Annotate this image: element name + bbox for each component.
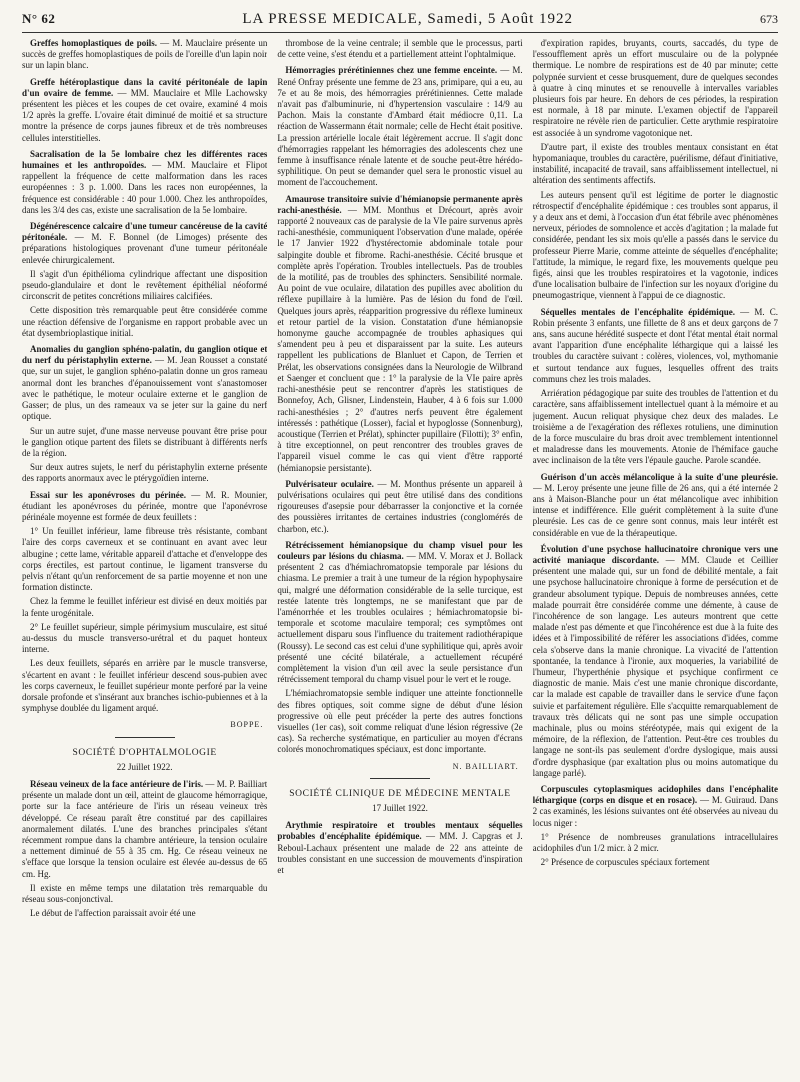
article-block <box>277 820 522 876</box>
page-header <box>22 6 778 33</box>
article-title: Anomalies du ganglion sphéno-palatin, du ganglion otique et du nerf du péristaphylin externe. <box>22 344 268 366</box>
article-paragraph <box>277 194 522 474</box>
article-body: thrombose de la veine centrale; il semble que le processus, parti de cette veine, s'est étendu et a partiellement atteint l'ophtalmique. <box>277 38 523 60</box>
article-paragraph: Chez la femme le feuillet inférieur est divisé en deux moitiés par la fente urogénitale. <box>22 596 268 618</box>
article-block <box>533 784 778 868</box>
article-body: d'expiration rapides, bruyants, courts, saccadés, du type de l'essoufflement après un effort musculaire ou de la polypnée thermique. Le nombre de respirations est de 40 par minute; cette polypnée survient et cesse brusquement, dure de quelques secondes à quatre à cinq minutes et se renouvelle à intervalles variables plusieurs fois par heure. En dehors de ces périodes, la respiration est normale, à 18 par minute. L'examen objectif de l'appareil respiratoire ne révèle rien de particulier. Cette arythmie respiratoire est associée à un syndrome vagotonique net. <box>532 38 778 138</box>
article-title: Dégénérescence calcaire d'une tumeur cancéreuse de la cavité péritonéale. <box>22 221 268 243</box>
article-body: — MM. J. Capgras et J. Reboul-Lachaux présentent une malade de 22 ans atteinte de troubles consistant en une succession de mouvements d'inspiration et <box>277 831 523 876</box>
article-body: — M. Jean Rousset a constaté que, sur un sujet, le ganglion sphéno-palatin donne un gros rameau anormal dont les branches d'épanouissement vont s'anastomoser avec le pathétique, le moteur oculaire externe et le ganglion de Gasser; de plus, un des rameaux va se jeter sur la gaine du nerf optique. <box>22 355 268 422</box>
article-title: Rétrécissement hémianopsique du champ visuel pour les couleurs par lésions du chiasma. <box>277 539 523 561</box>
article-block <box>22 490 267 715</box>
article-paragraph: Cette disposition très remarquable peut être considérée comme une réaction défensive de l'organisme en rapport probable avec un état dysembrioplastique initial. <box>22 305 268 338</box>
article-paragraph <box>22 344 267 422</box>
article-paragraph: Sur un autre sujet, d'une masse nerveuse pouvant être prise pour le ganglion otique partent des filets se distribuant à différents nerfs de la région. <box>22 425 268 458</box>
article-block <box>277 479 522 535</box>
article-paragraph <box>277 38 522 60</box>
section-rule <box>115 737 175 738</box>
article-block <box>533 38 778 302</box>
article-body: — MM. V. Morax et J. Bollack présentent 2 cas d'hémiachromatopsie temporale par lésions du chiasma. Le premier a trait à une tumeur de la région hypophysaire qui, malgré une déformation considérable de la selle turcique, est restée latente très longtemps, ne se manifestant que par de l'aménorrhée et les troubles oculaires ; hémiachromatopsie bi-temporale et scotome maculaire temporal; ces symptômes ont actuellement disparu sous l'influence du traitement radiothérapique (Roussy). Le second cas est celui d'une syphilitique qui, après avoir présenté une cécité bilatérale, a actuellement récupéré complètement la vision d'un œil avec la seule persistance d'un rétrécissement temporal du champ visuel pour le vert et le rouge. <box>277 550 523 685</box>
article-block <box>277 65 522 188</box>
article-paragraph <box>22 149 267 216</box>
article-paragraph: L'hémiachromatopsie semble indiquer une atteinte fonctionnelle des fibres optiques, soit comme signe de début d'une lésion progressive où elle peut précéder la perte des autres fonctions visuelles (1er cas), soit comme reliquat d'une lésion régressive (2e cas). Sa recherche systématique, en particulier au moyen d'écrans colorés monochromatiques spéciaux, est donc importante. <box>277 688 523 755</box>
columns <box>22 38 778 1064</box>
issue-number: N° 62 <box>22 11 56 26</box>
article-paragraph <box>277 820 522 876</box>
article-body: — M. R. Mounier, étudiant les aponévroses du périnée, montre que l'aponévrose périnéale moyenne est formée de deux feuillets : <box>22 489 268 522</box>
article-block <box>533 307 778 467</box>
section-title: SOCIÉTÉ D'OPHTALMOLOGIE <box>72 747 217 758</box>
article-body: — M. P. Bailliart présente un malade dont un œil, atteint de glaucome hémorragique, porte sur la face antérieure de l'iris un réseau veineux très développé. Ce réseau paraît être constitué par des capillaires anormalement dilatés. L'une des branches principales s'étant récemment rompue dans la chambre antérieure, la tension oculaire a nettement diminué de 55 à 35 cm. Hg. Ce réseau veineux ne s'efface que lorsque la tension oculaire est élevée au-dessus de 65 cm. Hg. <box>22 778 268 879</box>
column-3 <box>533 38 778 1064</box>
article-paragraph: Le début de l'affection paraissait avoir été une <box>30 908 196 919</box>
article-paragraph <box>22 490 267 524</box>
article-title: Séquelles mentales de l'encéphalite épidémique. <box>540 306 736 317</box>
article-title: Guérison d'un accès mélancolique à la suite d'une pleurésie. <box>540 471 778 482</box>
article-body: — M. Mauclaire présente un succès de greffes homoplastiques de poils de l'oreille d'un lapin noir sur un lapin blanc. <box>22 38 268 71</box>
article-title: Réseau veineux de la face antérieure de l'iris. <box>30 778 204 789</box>
article-paragraph <box>533 38 778 139</box>
article-title: Amaurose transitoire suivie d'hémianopsie permanente après rachi-anesthésie. <box>277 193 523 215</box>
section-rule <box>370 778 430 779</box>
article-paragraph: 1° Un feuillet inférieur, lame fibreuse très résistante, combant l'aire des corps caverneux et se continuant en avant avec leur albugine ; cette lame, véritable appareil d'attache et d'enveloppe des corps érectiles, est partout continue, le ligament transverse du pelvis n'étant qu'un renforcement de sa partie moyenne et non une formation distincte. <box>22 526 268 593</box>
article-block <box>22 77 267 144</box>
article-block <box>22 344 267 484</box>
article-title: Essai sur les aponévroses du périnée. <box>30 489 187 500</box>
article-block <box>277 194 522 474</box>
article-title: Évolution d'une psychose hallucinatoire chronique vers une activité maniaque discordante. <box>532 543 778 565</box>
article-title: Pulvérisateur oculaire. <box>285 478 374 489</box>
article-body: — MM. Monthus et Drécourt, après avoir rapporté 2 nouveaux cas de paralysie de la VIe paire survenus après rachi-anesthésie, communiquent l'observation d'une malade, opérée le 17 Janvier 1922 d'hystérectomie abdominale totale pour salpingite double et fibrome. Rachi-anesthésie. Cécité brusque et complète après l'opération. Troubles intellectuels. Pas de troubles de la motilité, pas de troubles des sphincters. Sensibilité normale. Au point de vue oculaire, dilatation des pupilles avec abolition du réflexe pupillaire à la lumière. Pas de lésion du fond de l'œil. Quelques jours après, réapparition progressive du réflexe lumineux et retour partiel de la vision. Constatation d'une hémianopsie homonyme gauche accompagnée de troubles aphasiques qui s'amendent peu à peu et disparaissent par la suite. Les auteurs rappellent les publications de Blanluet et Capon, de Terrien et Prélat, les observations consignées dans la Neurologie de Wilbrand et Saenger et concluent que : 1° la paralysie de la VIe paire après rachi-anesthésie peut se rencontrer d'après les statistiques de Bonnefoy, Ach, Glisner, Lindenstein, Hauber, 4 à 6 fois sur 1.000 rachi-anesthésies ; 2° d'autres nerfs peuvent être également intéressés : pathétique (Losser), facial et hypoglosse (Sonnenburg), acoustique (Terrien et Prélat), sphincter pupillaire (Filotti); 3° enfin, à titre exceptionnel, on peut rencontrer des troubles graves de l'appareil visuel comme le cas qui vient d'être rapporté (hémianopsie persistante). <box>277 204 523 473</box>
article-body: — M. Monthus présente un appareil à pulvérisations oculaires qui peut être utilisé dans des conditions rigoureuses d'asepsie pour débarrasser la conjonctive et la cornée des poussières irritantes de certaines industries (conglomérés de charbon, etc.). <box>277 478 523 534</box>
article-paragraph: D'autre part, il existe des troubles mentaux consistant en état hypomaniaque, troubles du caractère, puérilisme, défaut d'initiative, instabilité, incapacité de travail, sans affaiblissement intellectuel, ni altération des sentiments affectifs. <box>532 141 778 186</box>
article-paragraph <box>533 472 778 539</box>
article-title: Greffes homoplastiques de poils. <box>30 38 157 48</box>
article-paragraph: Il existe en même temps une dilatation très remarquable du réseau sous-conjonctival. <box>22 882 268 905</box>
article-body: — M. René Onfray présente une femme de 23 ans, primipare, qui a eu, au 7e et au 8e mois, des hémorragies prérétiniennes. Cette malade n'avait pas d'albuminurie, ni d'hypertension vasculaire : 14/9 au Pachon. Mais la constante d'Ambard était médiocre 0,11. La réaction de Wassermann était normale; celle de Hecht était positive. La pression artérielle locale était légèrement accrue. Il s'agit donc d'hémorragies rappelant les hémorragies des adolescents chez une femme à insuffisance rénale latente et de souche peut-être hérédo-syphilitique. On peut se demander quel sera le pronostic visuel au moment de l'accouchement. <box>277 65 523 188</box>
article-block <box>277 540 522 756</box>
article-block <box>533 472 778 539</box>
article-block <box>22 221 267 339</box>
article-title: Sacralisation de la 5e lombaire chez les différentes races humaines et les anthropoïdes. <box>22 148 268 171</box>
article-body: — MM. Mauclaire et Flipot rappellent la fréquence de cette malformation dans les races européennes : 3 p. 1.000. Dans les races non européennes, la fréquence est considérable : 40 pour 1.000. Chez les anthropoïdes, dans les 3/4 des cas, existe une sacralisation de la 5e lombaire. <box>22 160 268 215</box>
article-paragraph <box>22 38 267 72</box>
article-block <box>533 544 778 779</box>
page-number: 673 <box>760 11 778 26</box>
article-paragraph: Il s'agit d'un épithélioma cylindrique affectant une disposition pseudo-glandulaire et dont le revêtement épithélial néoformé circonscrit de petites concrétions miliaires calcifiées. <box>22 268 268 302</box>
article-paragraph: 2° Présence de corpuscules spéciaux fortement <box>540 857 710 868</box>
article-title: Corpuscules cytoplasmiques acidophiles dans l'encéphalite léthargique (corps en disque et en rosace). <box>532 784 778 806</box>
article-paragraph: 1° Présence de nombreuses granulations intracellulaires acidophiles d'un 1/2 micr. à 2 micr. <box>532 831 778 854</box>
article-paragraph: Les auteurs pensent qu'il est légitime de porter le diagnostic rétrospectif d'encéphalite épidémique : ces troubles sont apparus, il y a deux ans et demi, à l'occasion d'un état fébrile avec phénomènes nerveux, périodes de somnolence et accès d'agitation ; la malade fut considérée, pendant les six mois qu'elle a passés dans le service du professeur Pierre Marie, comme atteinte de séquelles d'encéphalite; l'attitude, la mimique, le regard fixe, les mouvements quelque peu figés, ainsi que les troubles respiratoires et la vagotonie, indices d'une localisation bulbaire de l'infection sur les noyaux d'origine du pneumogastrique, viennent à l'appui de ce diagnostic. <box>532 189 778 301</box>
signature: N. BAILLIART. <box>452 761 519 771</box>
article-paragraph: 2° Le feuillet supérieur, simple périmysium musculaire, est situé au-dessus du muscle transverso-urétral et du paquet honteux interne. <box>22 621 268 655</box>
article-body: — M. Leroy présente une jeune fille de 26 ans, qui a été internée 2 ans à Maison-Blanche pour un état mélancolique avec inhibition intense et indifférence. Elle guérit complètement à la suite d'une pleurésie. Les cas de ce genre sont connus, mais leur intérêt est considérable en vue de la thérapeutique. <box>532 482 778 538</box>
article-body: — M. C. Robin présente 3 enfants, une fillette de 8 ans et deux garçons de 7 ans, sans aucune hérédité suspecte et dont l'état mental était normal avant l'apparition d'une encéphalite léthargique qui a laissé les troubles du caractère suivant : colères, violences, vol, mythomanie et surtout tendance aux fugues, lesquelles offrent des traits communs chez les trois malades. <box>532 306 778 384</box>
article-title: Arythmie respiratoire et troubles mentaux séquelles probables d'encéphalite épidémique. <box>277 820 523 842</box>
article-paragraph <box>22 779 267 880</box>
column-1 <box>22 38 267 1064</box>
section-date: 17 Juillet 1922. <box>372 803 428 813</box>
column-2 <box>277 38 522 1064</box>
article-block <box>22 779 267 919</box>
article-paragraph <box>277 540 522 686</box>
article-paragraph: Sur deux autres sujets, le nerf du péristaphylin externe présente des rapports anormaux avec le ptérygoïdien interne. <box>22 462 268 484</box>
article-body: — MM. Mauclaire et Mlle Lachowsky présentent les pièces et les coupes de cet ovaire, examiné 4 mois 1/2 après la greffe. L'ovaire était diminué de moitié et sa structure montre la présence de corps jaunes fibreux et de très nombreuses cellules interstitielles. <box>22 87 268 143</box>
article-paragraph: Les deux feuillets, séparés en arrière par le muscle transverse, s'écartent en avant : le feuillet inférieur descend sous-pubien avec les corps caverneux, le feuillet supérieur monte perforé par la veine dorsale profonde et s'insérant aux branches ischio-pubiennes et à la symphyse doublée du ligament arqué. <box>22 658 268 714</box>
article-block <box>22 149 267 216</box>
article-paragraph <box>22 77 267 144</box>
article-title: Hémorragies prérétiniennes chez une femme enceinte. <box>285 65 498 76</box>
section-date: 22 Juillet 1922. <box>116 761 173 772</box>
article-paragraph <box>22 221 267 266</box>
article-body: — M. F. Bonnel (de Limoges) présente des préparations histologiques provenant d'une tumeur péritonéale enlevée chirurgicalement. <box>22 232 268 265</box>
article-paragraph <box>533 784 778 829</box>
article-paragraph: Arriération pédagogique par suite des troubles de l'attention et du caractère, sans affaiblissement intellectuel quant à la mémoire et au jugement. Aucun reliquat physique chez deux des malades. Le troisième a de l'exagération des réflexes rotuliens, une diminution de la force musculaire du bras droit avec tremblement intentionnel et maladresse dans les mouvements. Atonie de l'hémiface gauche avec inclinaison de la tête vers l'épaule gauche. Parole scandée. <box>532 388 778 466</box>
article-paragraph <box>533 544 778 779</box>
journal-title: LA PRESSE MEDICALE, Samedi, 5 Août 1922 <box>242 10 574 27</box>
article-paragraph <box>277 65 522 188</box>
article-block <box>22 38 267 72</box>
article-paragraph <box>533 307 778 385</box>
signature: BOPPE. <box>230 720 264 730</box>
article-body: — MM. Claude et Ceillier présentent une malade qui, sur un fond de débilité mentale, a fait une psychose hallucinatoire chronique à forme de persécution et de grandeur absolument typique. Depuis de nombreuses années, cette malade pourrait être considérée comme une démente, à cause de l'incohérence de son langage. Les auteurs montrent que cette malade n'est pas démente et que l'incohérence est due à la fuite des idées et à l'impossibilité de référer les associations d'idées, comme cela s'observe dans la manie chronique. La vivacité de l'attention spontanée, la tendance à l'ironie, aux moqueries, la variabilité de l'humeur, l'hyperthénie physique et psychique confirment ce diagnostic de manie. Mais c'est une manie chronique discordante, car la malade est capable de travailler dans le service d'une façon suivie et parfaitement régulière. Elle s'acquitte remarquablement de travaux très délicats qui ne sont pas une simple occupation machinale, plus ou moins stéréotypée, mais qui exigent de la mémoire, de la réflexion, de l'attention. Peut-être ces troubles du langage ne sont-ils pas seulement d'ordre dyslogique, mais aussi d'ordre dysphasique (par exaltation plus ou moins automatique du langage parlé). <box>532 554 778 778</box>
article-paragraph <box>277 479 522 535</box>
article-title: Greffe hétéroplastique dans la cavité péritonéale de lapin d'un ovaire de femme. <box>22 76 268 98</box>
article-body: — M. Guiraud. Dans 2 cas examinés, les lésions suivantes ont été observées au niveau du locus niger : <box>532 795 778 828</box>
section-title: SOCIÉTÉ CLINIQUE DE MÉDECINE MENTALE <box>289 788 511 799</box>
article-block <box>277 38 522 60</box>
